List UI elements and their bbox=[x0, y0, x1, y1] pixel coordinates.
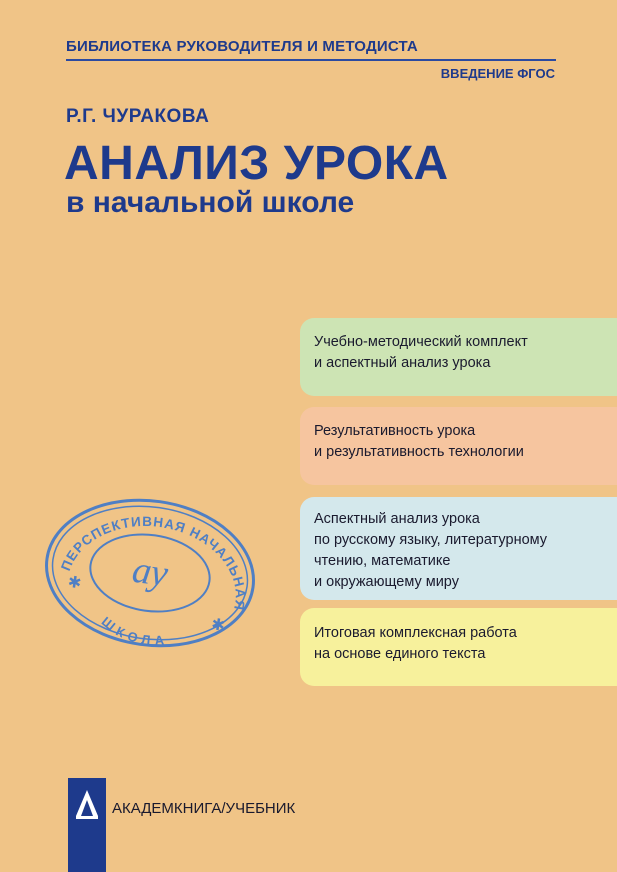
series-title: БИБЛИОТЕКА РУКОВОДИТЕЛЯ И МЕТОДИСТА bbox=[66, 38, 418, 55]
svg-text:ШКОЛА bbox=[97, 613, 173, 651]
subseries-label: ВВЕДЕНИЕ ФГОС bbox=[440, 66, 555, 81]
author-name: Р.Г. ЧУРАКОВА bbox=[66, 106, 210, 127]
stamp-star-right-icon: ✱ bbox=[210, 616, 226, 635]
publisher-name: АКАДЕМКНИГА/УЧЕБНИК bbox=[112, 800, 296, 817]
topic-band-2 bbox=[300, 407, 617, 485]
topic-line: на основе единого текста bbox=[314, 646, 486, 662]
topic-band-4 bbox=[300, 608, 617, 686]
topic-line: по русскому языку, литературному bbox=[314, 532, 548, 548]
topic-line: чтению, математике bbox=[314, 553, 451, 569]
header-divider bbox=[66, 59, 556, 61]
topic-line: Аспектный анализ урока bbox=[314, 511, 480, 527]
topic-line: Итоговая комплексная работа bbox=[314, 625, 517, 641]
stamp-arc-text: ПЕРСПЕКТИВНАЯ НАЧАЛЬНАЯ bbox=[58, 513, 248, 612]
topic-line: и аспектный анализ урока bbox=[314, 355, 491, 371]
stamp-star-left-icon: ✱ bbox=[66, 573, 83, 593]
topic-band-3 bbox=[300, 497, 617, 600]
topic-line: и окружающему миру bbox=[314, 574, 459, 590]
stamp-bottom-text: ШКОЛА bbox=[98, 613, 170, 649]
book-title: АНАЛИЗ УРОКА bbox=[64, 137, 449, 190]
stamp-monogram: ау bbox=[129, 548, 171, 596]
book-subtitle: в начальной школе bbox=[66, 186, 355, 219]
topic-line: Учебно-методический комплект bbox=[314, 334, 528, 350]
topic-line: и результативность технологии bbox=[314, 444, 524, 460]
publisher-logo-icon bbox=[68, 782, 106, 822]
series-stamp-icon bbox=[40, 488, 260, 658]
topic-band-1 bbox=[300, 318, 617, 396]
topic-line: Результативность урока bbox=[314, 423, 476, 439]
